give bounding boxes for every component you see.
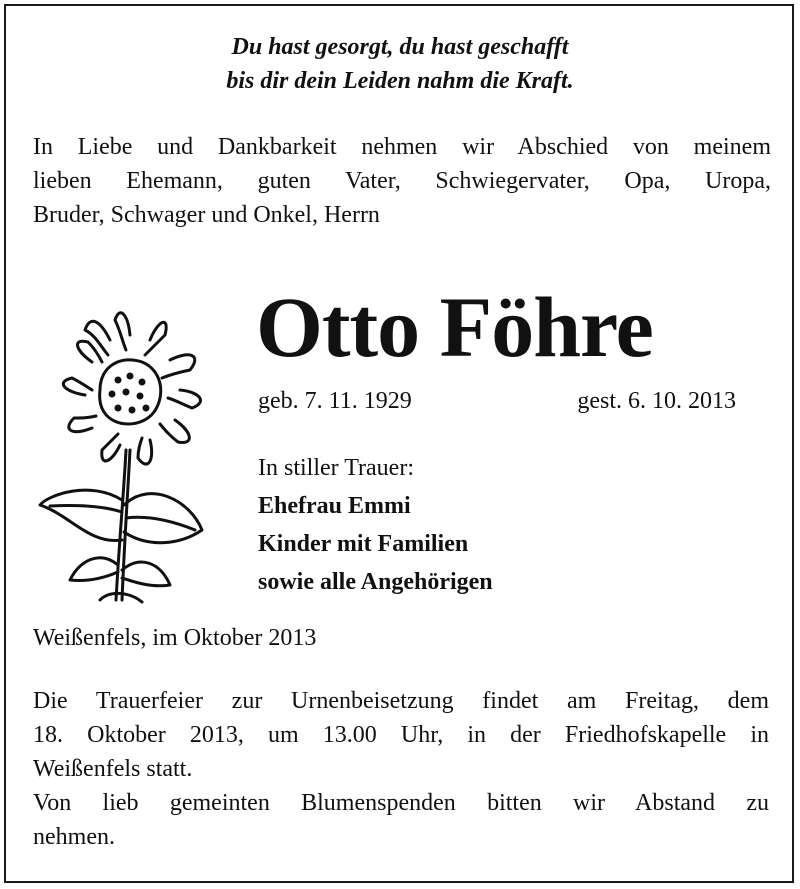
ceremony-details bbox=[33, 684, 769, 854]
intro-line-2: lieben Ehemann, guten Vater, Schwiegervater, Opa, Uropa, bbox=[33, 168, 771, 194]
motto-line-1: Du hast gesorgt, du hast geschafft bbox=[231, 34, 569, 60]
mourner-name: Kinder mit Familien bbox=[258, 531, 469, 557]
motto-verse bbox=[0, 30, 800, 98]
birth-date: geb. 7. 11. 1929 bbox=[258, 388, 412, 414]
death-date: gest. 6. 10. 2013 bbox=[577, 388, 736, 414]
sunflower-icon bbox=[30, 300, 220, 620]
mourners-heading: In stiller Trauer: bbox=[258, 455, 414, 481]
intro-text bbox=[33, 130, 771, 232]
mourners-block bbox=[258, 449, 493, 601]
motto-line-2: bis dir dein Leiden nahm die Kraft. bbox=[226, 68, 574, 94]
place-date: Weißenfels, im Oktober 2013 bbox=[33, 625, 317, 651]
life-dates bbox=[258, 386, 736, 416]
intro-line-3: Bruder, Schwager und Onkel, Herrn bbox=[33, 202, 380, 228]
details-line-4: Von lieb gemeinten Blumenspenden bitten wir Abstand zu bbox=[33, 790, 769, 816]
deceased-name: Otto Föhre bbox=[256, 279, 653, 375]
details-line-5: nehmen. bbox=[33, 824, 115, 850]
mourner-name: sowie alle Angehörigen bbox=[258, 569, 493, 595]
details-line-1: Die Trauerfeier zur Urnenbeisetzung findet am Freitag, dem bbox=[33, 688, 769, 714]
mourner-name: Ehefrau Emmi bbox=[258, 493, 411, 519]
intro-line-1: In Liebe und Dankbarkeit nehmen wir Abschied von meinem bbox=[33, 134, 771, 160]
details-line-2: 18. Oktober 2013, um 13.00 Uhr, in der Friedhofskapelle in bbox=[33, 722, 769, 748]
details-line-3: Weißenfels statt. bbox=[33, 756, 193, 782]
